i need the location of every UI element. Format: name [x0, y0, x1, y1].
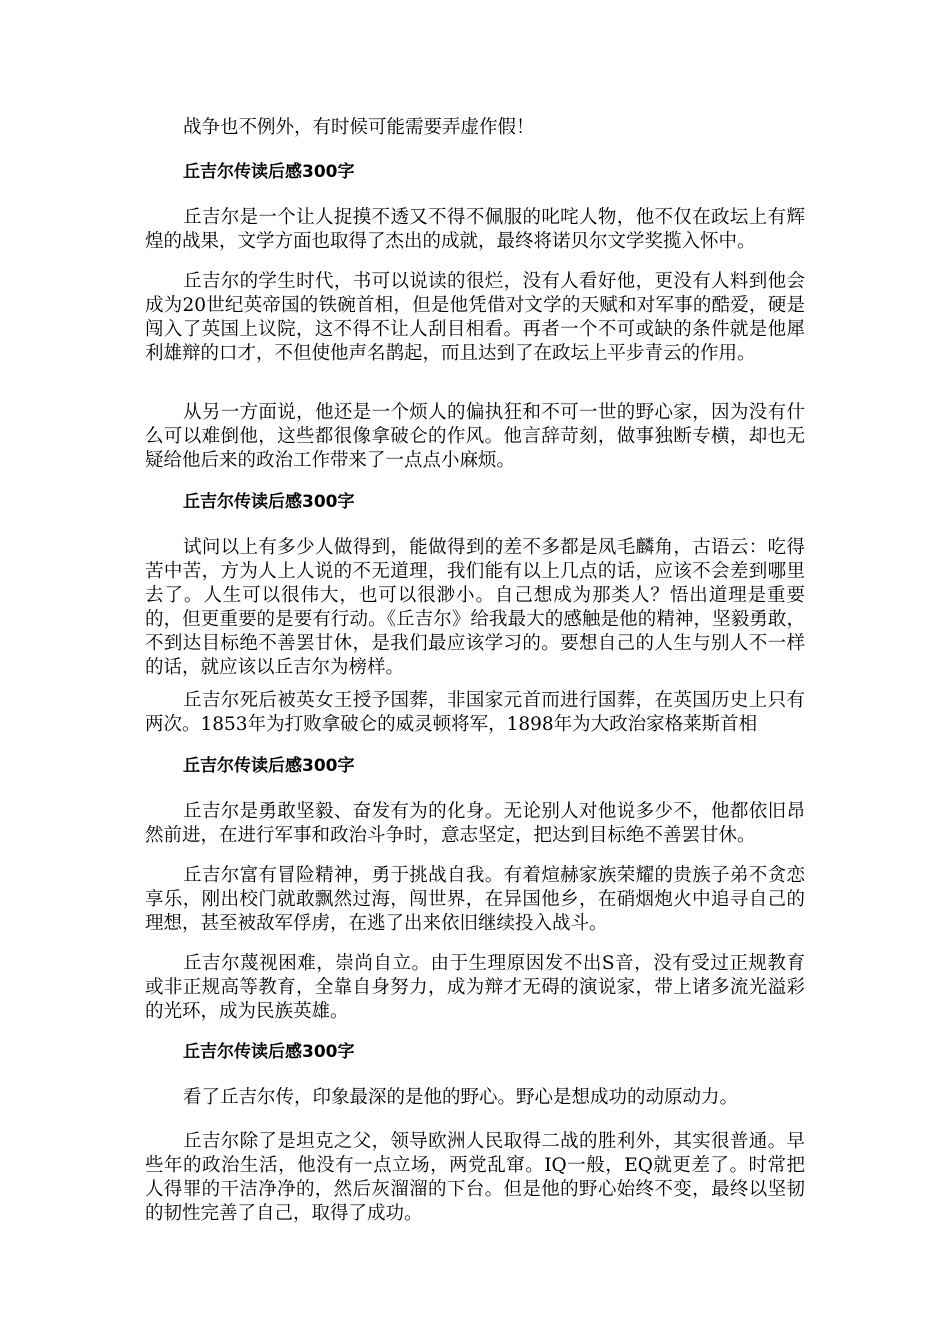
- paragraph: 丘吉尔富有冒险精神，勇于挑战自我。有着煊赫家族荣耀的贵族子弟不贪恋享乐，刚出校门就敢飘然过海，闯世界，在异国他乡，在硝烟炮火中追寻自己的理想，甚至被敌军俘虏，在逃了出来依旧继续投入战斗。: [145, 865, 805, 934]
- section-heading: 丘吉尔传读后感300字: [183, 162, 355, 182]
- paragraph: 丘吉尔死后被英女王授予国葬，非国家元首而进行国葬，在英国历史上只有两次。1853年为打败拿破仑的威灵顿将军，1898年为大政治家格莱斯首相: [145, 690, 805, 735]
- paragraph: 丘吉尔是一个让人捉摸不透又不得不佩服的叱咤人物，他不仅在政坛上有辉煌的战果，文学方面也取得了杰出的成就，最终将诺贝尔文学奖揽入怀中。: [145, 207, 805, 252]
- paragraph: 试问以上有多少人做得到，能做得到的差不多都是凤毛麟角，古语云：吃得苦中苦，方为人上人说的不无道理，我们能有以上几点的话，应该不会差到哪里去了。人生可以很伟大，也可以很渺小。自己想成为那类人？悟出道理是重要的，但更重要的是要有行动。《丘吉尔》给我最大的感触是他的精神，坚毅勇敢，不到达目标绝不善罢甘休，是我们最应该学习的。要想自己的人生与别人不一样的话，就应该以丘吉尔为榜样。: [145, 537, 805, 678]
- paragraph: 丘吉尔蔑视困难，崇尚自立。由于生理原因发不出S音，没有受过正规教育或非正规高等教育，全靠自身努力，成为辩才无碍的演说家，带上诸多流光溢彩的光环，成为民族英雄。: [145, 953, 805, 1022]
- paragraph: 丘吉尔是勇敢坚毅、奋发有为的化身。无论别人对他说多少不，他都依旧昂然前进，在进行军事和政治斗争时，意志坚定，把达到目标绝不善罢甘休。: [145, 801, 805, 846]
- section-heading: 丘吉尔传读后感300字: [183, 756, 355, 776]
- paragraph: 看了丘吉尔传，印象最深的是他的野心。野心是想成功的动原动力。: [183, 1087, 739, 1108]
- section-heading: 丘吉尔传读后感300字: [183, 1042, 355, 1062]
- paragraph: 丘吉尔的学生时代，书可以说读的很烂，没有人看好他，更没有人料到他会成为20世纪英帝国的铁碗首相，但是他凭借对文学的天赋和对军事的酷爱，硬是闯入了英国上议院，这不得不让人刮目相看。再者一个不可或缺的条件就是他犀利雄辩的口才，不但使他声名鹊起，而且达到了在政坛上平步青云的作用。: [145, 271, 805, 364]
- paragraph: 战争也不例外，有时候可能需要弄虚作假！: [183, 117, 535, 138]
- paragraph: 从另一方面说，他还是一个烦人的偏执狂和不可一世的野心家，因为没有什么可以难倒他，这些都很像拿破仑的作风。他言辞苛刻，做事独断专横，却也无疑给他后来的政治工作带来了一点点小麻烦。: [145, 402, 805, 471]
- paragraph: 丘吉尔除了是坦克之父，领导欧洲人民取得二战的胜利外，其实很普通。早些年的政治生活，他没有一点立场，两党乱窜。IQ一般，EQ就更差了。时常把人得罪的干洁净净的，然后灰溜溜的下台。但是他的野心始终不变，最终以坚韧的韧性完善了自己，取得了成功。: [145, 1131, 805, 1224]
- section-heading: 丘吉尔传读后感300字: [183, 492, 355, 512]
